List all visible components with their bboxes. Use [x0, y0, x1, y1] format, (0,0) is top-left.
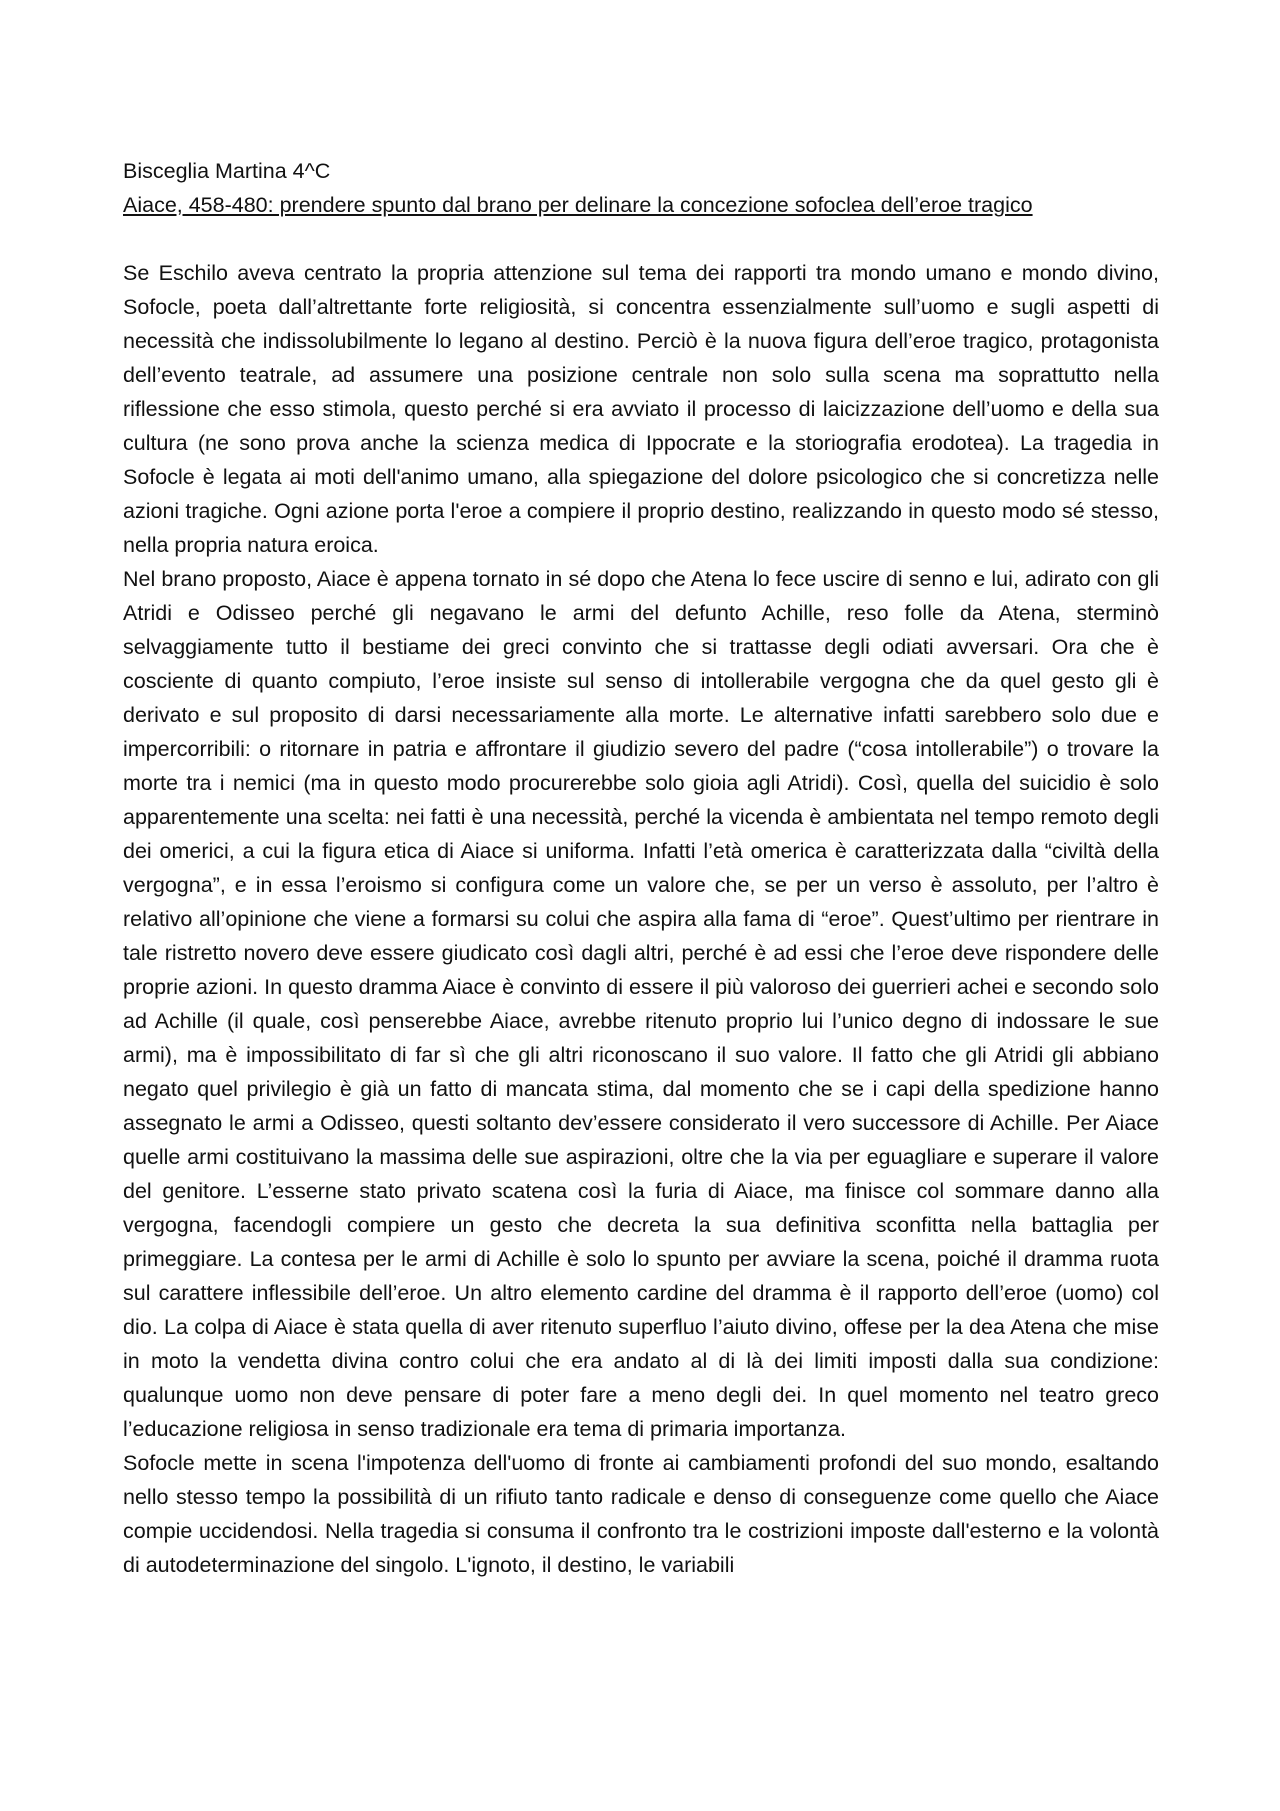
paragraph-3: Sofocle mette in scena l'impotenza dell'uomo di fronte ai cambiamenti profondi del suo mondo, esaltando nello stesso tempo la possibilità di un rifiuto tanto radicale e denso di conseguenze come quello che Aiace compie uccidendosi. Nella tragedia si consuma il confronto tra le costrizioni imposte dall'esterno e la volontà di autodeterminazione del singolo. L'ignoto, il destino, le variabili [123, 1451, 1159, 1577]
paragraph-2: Nel brano proposto, Aiace è appena tornato in sé dopo che Atena lo fece uscire di senno e lui, adirato con gli Atridi e Odisseo perché gli negavano le armi del defunto Achille, reso folle da Atena, sterminò selvaggiamente tutto il bestiame dei greci convinto che si trattasse degli odiati avversari. Ora che è cosciente di quanto compiuto, l’eroe insiste sul senso di intollerabile vergogna che da quel gesto gli è derivato e sul proposito di darsi necessariamente alla morte. Le alternative infatti sarebbero solo due e impercorribili: o ritornare in patria e affrontare il giudizio severo del padre (“cosa intollerabile”) o trovare la morte tra i nemici (ma in questo modo procurerebbe solo gioia agli Atridi). Così, quella del suicidio è solo apparentemente una scelta: nei fatti è una necessità, perché la vicenda è ambientata nel tempo remoto degli dei omerici, a cui la figura etica di Aiace si uniforma. Infatti l’età omerica è caratterizzata dalla “civiltà della vergogna”, e in essa l’eroismo si configura come un valore che, se per un verso è assoluto, per l’altro è relativo all’opinione che viene a formarsi su colui che aspira alla fama di “eroe”. Quest’ultimo per rientrare in tale ristretto novero deve essere giudicato così dagli altri, perché è ad essi che l’eroe deve rispondere delle proprie azioni. In questo dramma Aiace è convinto di essere il più valoroso dei guerrieri achei e secondo solo ad Achille (il quale, così penserebbe Aiace, avrebbe ritenuto proprio lui l’unico degno di indossare le sue armi), ma è impossibilitato di far sì che gli altri riconoscano il suo valore. Il fatto che gli Atridi gli abbiano negato quel privilegio è già un fatto di mancata stima, dal momento che se i capi della spedizione hanno assegnato le armi a Odisseo, questi soltanto dev’essere considerato il vero successore di Achille. Per Aiace quelle armi costituivano la massima delle sue aspirazioni, oltre che la via per eguagliare e superare il valore del genitore. L’esserne stato privato scatena così la furia di Aiace, ma finisce col sommare danno alla vergogna, facendogli compiere un gesto che decreta la sua definitiva sconfitta nella battaglia per primeggiare. La contesa per le armi di Achille è solo lo spunto per avviare la scena, poiché il dramma ruota sul carattere inflessibile dell’eroe. Un altro elemento cardine del dramma è il rapporto dell’eroe (uomo) col dio. La colpa di Aiace è stata quella di aver ritenuto superfluo l’aiuto divino, offese per la dea Atena che mise in moto la vendetta divina contro colui che era andato al di là dei limiti imposti dalla sua condizione: qualunque uomo non deve pensare di poter fare a meno degli dei. In quel momento nel teatro greco l’educazione religiosa in senso tradizionale era tema di primaria importanza. [123, 567, 1159, 1441]
document-title: Aiace, 458-480: prendere spunto dal brano per delinare la concezione sofoclea dell’eroe tragico [123, 193, 1033, 217]
author-line: Bisceglia Martina 4^C [123, 159, 331, 183]
document-page [123, 154, 1159, 1582]
paragraph-1: Se Eschilo aveva centrato la propria attenzione sul tema dei rapporti tra mondo umano e mondo divino, Sofocle, poeta dall’altrettante forte religiosità, si concentra essenzialmente sull’uomo e sugli aspetti di necessità che indissolubilmente lo legano al destino. Perciò è la nuova figura dell’eroe tragico, protagonista dell’evento teatrale, ad assumere una posizione centrale non solo sulla scena ma soprattutto nella riflessione che esso stimola, questo perché si era avviato il processo di laicizzazione dell’uomo e della sua cultura (ne sono prova anche la scienza medica di Ippocrate e la storiografia erodotea). La tragedia in Sofocle è legata ai moti dell'animo umano, alla spiegazione del dolore psicologico che si concretizza nelle azioni tragiche. Ogni azione porta l'eroe a compiere il proprio destino, realizzando in questo modo sé stesso, nella propria natura eroica. [123, 261, 1159, 557]
